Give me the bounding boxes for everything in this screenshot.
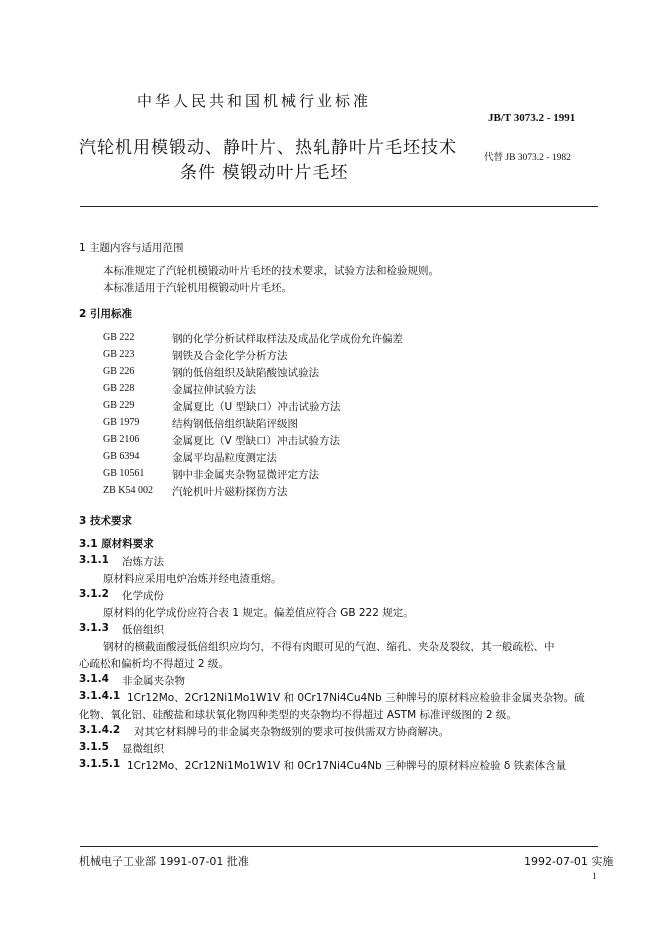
footer-divider — [80, 846, 598, 847]
standard-code: JB/T 3073.2 - 1991 — [488, 112, 576, 124]
section-1-para-1: 本标准规定了汽轮机模锻动叶片毛坯的技术要求，试验方法和检验规则。 — [103, 265, 439, 277]
section-3-1-4-1-number: 3.1.4.1 — [79, 690, 121, 702]
reference-title: 钢铁及合金化学分析方法 — [172, 350, 288, 362]
section-3-1-3-number: 3.1.3 — [79, 622, 109, 634]
replaces-standard: 代替 JB 3073.2 - 1982 — [484, 153, 571, 163]
section-3-1-3-text-1: 钢材的横截面酸浸低倍组织应均匀，不得有肉眼可见的气泡、缩孔、夹杂及裂纹，其一般疏松、中 — [103, 641, 555, 653]
issuing-organization: 中华人民共和国机械行业标准 — [137, 92, 372, 110]
reference-code: GB 229 — [103, 400, 135, 411]
section-3-1-4-number: 3.1.4 — [79, 673, 109, 685]
section-3-1-4-1-text-2: 化物、氧化铝、硅酸盐和球状氧化物四种类型的夹杂物均不得超过 ASTM 标准评级图的 2 级。 — [79, 709, 517, 721]
section-3-1-4-1-text-1: 1Cr12Mo、2Cr12Ni1Mo1W1V 和 0Cr17Ni4Cu4Nb 三种牌号的原材料应检验非金属夹杂物。硫 — [127, 692, 585, 704]
reference-title: 金属夏比（U 型缺口）冲击试验方法 — [172, 401, 341, 413]
section-3-1-5-title: 显微组织 — [122, 743, 164, 755]
reference-title: 钢的化学分析试样取样法及成品化学成份允许偏差 — [172, 333, 403, 345]
reference-title: 钢的低倍组织及缺陷酸蚀试验法 — [172, 367, 319, 379]
section-3-1-5-1-number: 3.1.5.1 — [79, 758, 121, 770]
section-3-1-1-text: 原材料应采用电炉冶炼并经电渣重熔。 — [103, 573, 282, 585]
section-3-1-1-number: 3.1.1 — [79, 554, 109, 566]
reference-title: 金属拉伸试验方法 — [172, 384, 256, 396]
section-1-heading: 1 主题内容与适用范围 — [79, 242, 184, 254]
reference-code: GB 10561 — [103, 468, 145, 479]
section-3-1-3-text-2: 心疏松和偏析均不得超过 2 级。 — [79, 658, 229, 670]
section-2-heading: 2 引用标准 — [79, 308, 132, 320]
section-3-1-4-title: 非金属夹杂物 — [122, 675, 185, 687]
reference-code: ZB K54 002 — [103, 485, 153, 496]
section-3-1-5-number: 3.1.5 — [79, 741, 109, 753]
reference-code: GB 2106 — [103, 434, 140, 445]
reference-title: 金属夏比（V 型缺口）冲击试验方法 — [172, 435, 341, 447]
section-3-1-3-title: 低倍组织 — [122, 624, 164, 636]
reference-title: 汽轮机叶片磁粉探伤方法 — [172, 486, 288, 498]
section-3-1-4-2-number: 3.1.4.2 — [79, 724, 121, 736]
header-divider — [80, 206, 598, 207]
document-title-line2: 条件 模锻动叶片毛坯 — [180, 163, 349, 183]
issue-date: 机械电子工业部 1991-07-01 批准 — [79, 855, 249, 868]
section-3-1-5-1-text: 1Cr12Mo、2Cr12Ni1Mo1W1V 和 0Cr17Ni4Cu4Nb 三种牌号的原材料应检验 δ 铁素体含量 — [127, 760, 567, 772]
reference-title: 钢中非金属夹杂物显微评定方法 — [172, 469, 319, 481]
section-3-1-2-title: 化学成份 — [122, 590, 164, 602]
section-3-1-heading: 3.1 原材料要求 — [79, 538, 154, 550]
reference-code: GB 222 — [103, 332, 135, 343]
reference-code: GB 226 — [103, 366, 135, 377]
section-3-1-4-2-text: 对其它材料牌号的非金属夹杂物级别的要求可按供需双方协商解决。 — [134, 726, 449, 738]
section-3-1-2-number: 3.1.2 — [79, 588, 109, 600]
reference-title: 金属平均晶粒度测定法 — [172, 452, 277, 464]
section-3-heading: 3 技术要求 — [79, 515, 132, 527]
reference-code: GB 228 — [103, 383, 135, 394]
section-3-1-2-text: 原材料的化学成份应符合表 1 规定。偏差值应符合 GB 222 规定。 — [103, 607, 414, 619]
reference-code: GB 1979 — [103, 417, 140, 428]
reference-code: GB 6394 — [103, 451, 140, 462]
document-title-line1: 汽轮机用模锻动、静叶片、热轧静叶片毛坯技术 — [79, 138, 457, 158]
section-3-1-1-title: 冶炼方法 — [122, 556, 164, 568]
effective-date: 1992-07-01 实施 — [524, 855, 614, 868]
page-number: 1 — [592, 871, 597, 881]
reference-title: 结构钢低倍组织缺陷评级图 — [172, 418, 298, 430]
section-1-para-2: 本标准适用于汽轮机用模锻动叶片毛坯。 — [103, 282, 292, 294]
reference-code: GB 223 — [103, 349, 135, 360]
